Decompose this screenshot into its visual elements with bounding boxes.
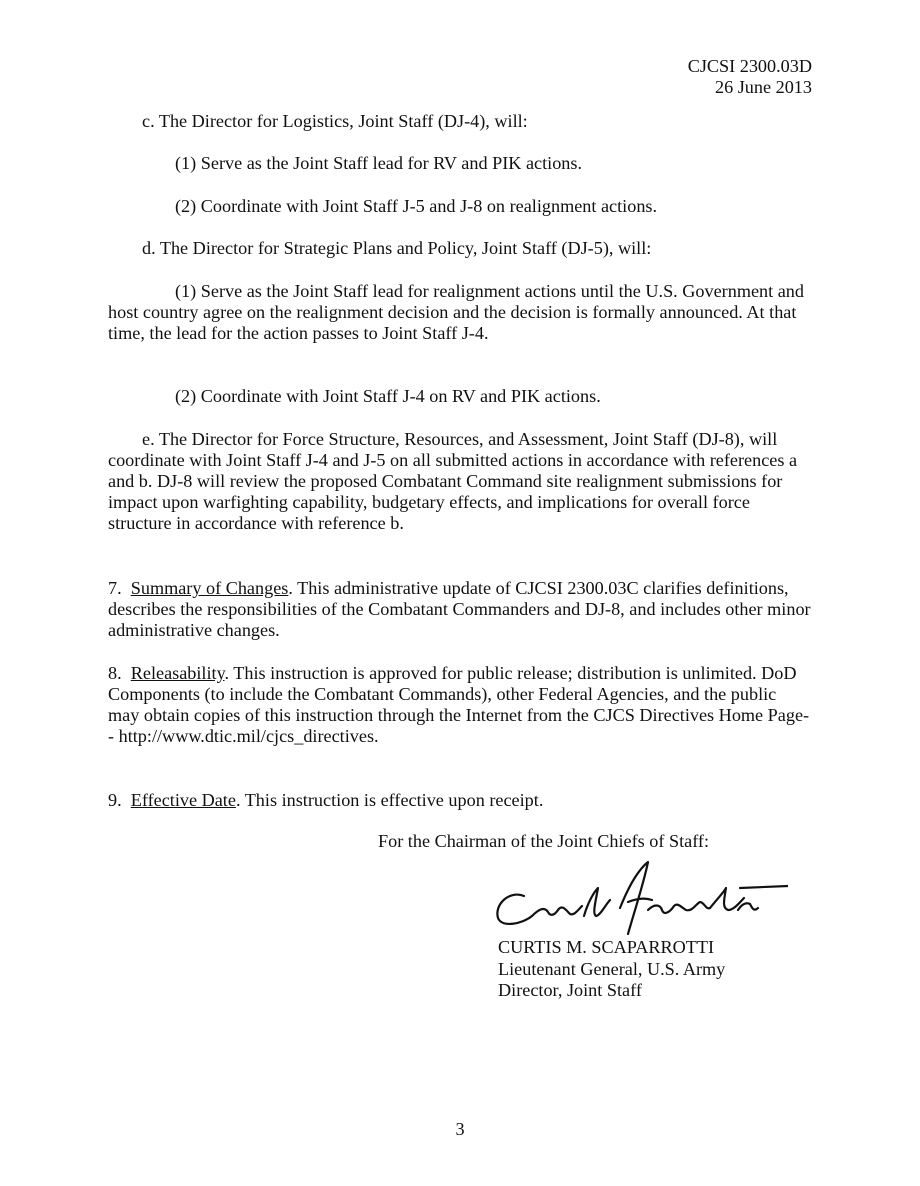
signature-block [498,937,725,1002]
para-d-intro: d. The Director for Strategic Plans and Policy, Joint Staff (DJ-5), will: [142,238,652,258]
handwritten-signature [488,858,788,936]
document-date: 26 June 2013 [715,77,812,97]
section-7 [108,578,812,641]
section-8-text: . This instruction is approved for public release; distribution is unlimited. DoD Components (to include the Combatant Commands), other Federal Agencies, and the public may obtain copies of this instruction through the Internet from the CJCS Directives Home Page-- http://www.dtic.mil/cjcs_directives. [108,663,810,746]
para-e: e. The Director for Force Structure, Resources, and Assessment, Joint Staff (DJ-8), will coordinate with Joint Staff J-4 and J-5 on all submitted actions in accordance with references a and b. DJ-8 will review the proposed Combatant Command site realignment submissions for impact upon warfighting capability, budgetary effects, and implications for overall force structure in accordance with reference b. [108,429,798,533]
closing-line: For the Chairman of the Joint Chiefs of Staff: [378,831,710,851]
signer-rank: Lieutenant General, U.S. Army [498,958,726,979]
section-8 [108,663,812,747]
signer-name: CURTIS M. SCAPARROTTI [498,937,715,957]
section-9-text: . This instruction is effective upon receipt. [235,790,544,810]
para-d-item2: (2) Coordinate with Joint Staff J-4 on RV and PIK actions. [175,386,601,406]
signer-title: Director, Joint Staff [498,980,642,1000]
section-8-number: 8. [108,663,122,683]
document-header [688,56,812,98]
section-8-title: Releasability [130,663,225,683]
para-c-item2: (2) Coordinate with Joint Staff J-5 and J-8 on realignment actions. [175,196,658,216]
para-c-intro: c. The Director for Logistics, Joint Staff (DJ-4), will: [142,111,528,131]
section-7-number: 7. [108,578,122,598]
page-number: 3 [455,1119,465,1139]
para-c-item1: (1) Serve as the Joint Staff lead for RV and PIK actions. [175,153,583,173]
section-9-number: 9. [108,790,122,810]
section-9 [108,790,812,811]
para-d-item1: (1) Serve as the Joint Staff lead for realignment actions until the U.S. Government and host country agree on the realignment decision and the decision is formally announced. At that time, the lead for the action passes to Joint Staff J-4. [108,281,804,343]
section-7-text: . This administrative update of CJCSI 2300.03C clarifies definitions, describes the responsibilities of the Combatant Commanders and DJ-8, and includes other minor administrative changes. [108,578,811,640]
document-id: CJCSI 2300.03D [687,56,812,76]
section-7-title: Summary of Changes [130,578,289,598]
section-9-title: Effective Date [130,790,236,810]
